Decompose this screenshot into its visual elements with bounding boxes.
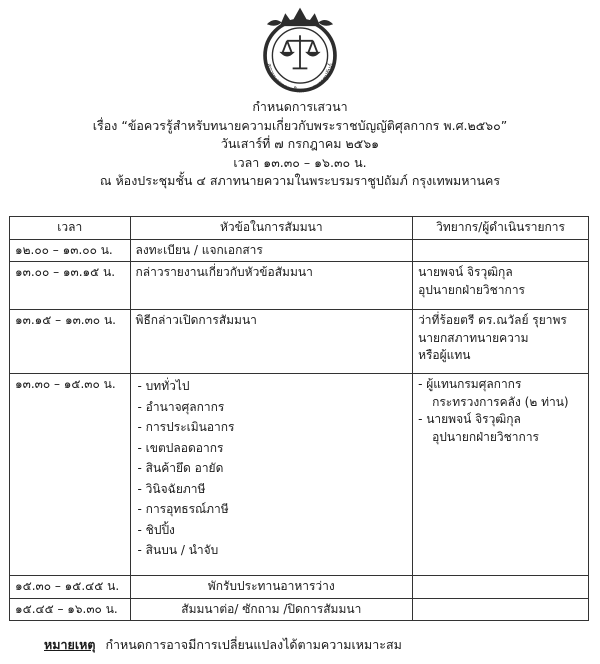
scales-of-justice-icon xyxy=(282,35,319,68)
list-item: - สินค้ายึด อายัด xyxy=(137,461,224,475)
col-header-speaker: วิทยากร/ผู้ดำเนินรายการ xyxy=(413,217,589,240)
list-item: - สินบน / นำจับ xyxy=(137,543,219,557)
event-venue: ณ ห้องประชุมชั้น ๔ สภาทนายความในพระบรมราชูปถัมภ์ กรุงเทพมหานคร xyxy=(99,173,501,189)
cell-speaker xyxy=(413,598,589,621)
col-header-time: เวลา xyxy=(10,217,131,240)
cell-speaker xyxy=(413,239,589,262)
list-item: - เขตปลอดอากร xyxy=(137,440,224,455)
table-row xyxy=(10,262,589,310)
speaker-alternate: หรือผู้แทน xyxy=(418,348,471,362)
cell-topic: พิธีกล่าวเปิดการสัมมนา xyxy=(130,310,413,374)
col-header-topic: หัวข้อในการสัมมนา xyxy=(130,217,413,240)
topic-list xyxy=(136,376,408,561)
event-title: เรื่อง “ข้อควรรู้สำหรับทนายความเกี่ยวกับพระราชบัญญัติศุลกากร พ.ศ.๒๕๖๐” xyxy=(92,117,508,133)
speaker-name: ว่าที่ร้อยตรี ดร.ณวัลย์ รุยาพร xyxy=(418,313,567,327)
table-row xyxy=(10,239,589,262)
speaker-position: อุปนายกฝ่ายวิชาการ xyxy=(418,282,525,297)
cell-speaker xyxy=(413,262,589,310)
cell-time: ๑๒.๐๐ – ๑๓.๐๐ น. xyxy=(10,239,131,262)
table-header-row xyxy=(10,217,589,240)
event-header xyxy=(0,98,600,191)
cell-speaker xyxy=(413,310,589,374)
footnote-label: หมายเหตุ xyxy=(44,637,96,652)
cell-topic: กล่าวรายงานเกี่ยวกับหัวข้อสัมมนา xyxy=(130,262,413,310)
table-row xyxy=(10,576,589,599)
cell-topic xyxy=(130,374,413,576)
speaker-name: นายพจน์ จิรวุฒิกุล xyxy=(418,265,513,279)
cell-topic: สัมมนาต่อ/ ซักถาม /ปิดการสัมมนา xyxy=(130,598,413,621)
cell-time: ๑๓.๑๕ – ๑๓.๓๐ น. xyxy=(10,310,131,374)
cell-speaker xyxy=(413,576,589,599)
list-item: - ชิปปิ้ง xyxy=(137,522,175,537)
list-item: - บททั่วไป xyxy=(137,379,190,393)
footnote-text: กำหนดการอาจมีการเปลี่ยนแปลงได้ตามความเหมาะสม xyxy=(105,637,402,652)
list-item: - การอุทธรณ์ภาษี xyxy=(137,502,229,516)
list-item: - วินิจฉัยภาษี xyxy=(137,481,206,496)
cell-time: ๑๓.๓๐ – ๑๕.๓๐ น. xyxy=(10,374,131,576)
lawyers-council-logo xyxy=(254,4,346,96)
cell-time: ๑๓.๐๐ – ๑๓.๑๕ น. xyxy=(10,262,131,310)
speaker-position: อุปนายกฝ่ายวิชาการ xyxy=(432,429,539,444)
speaker-name: - ผู้แทนกรมศุลกากร xyxy=(418,377,522,391)
schedule-table xyxy=(9,216,589,621)
speaker-name: - นายพจน์ จิรวุฒิกุล xyxy=(418,412,521,426)
table-row xyxy=(10,374,589,576)
cell-topic: ลงทะเบียน / แจกเอกสาร xyxy=(130,239,413,262)
event-time: เวลา ๑๓.๓๐ – ๑๖.๓๐ น. xyxy=(233,154,367,170)
speaker-position: กระทรวงการคลัง (๒ ท่าน) xyxy=(432,394,569,409)
event-date: วันเสาร์ที่ ๗ กรกฎาคม ๒๕๖๑ xyxy=(220,136,380,152)
event-type: กำหนดการเสวนา xyxy=(252,99,348,114)
speaker-position: นายกสภาทนายความ xyxy=(418,330,529,345)
cell-speaker xyxy=(413,374,589,576)
footnote xyxy=(44,635,402,655)
list-item: - การประเมินอากร xyxy=(137,420,235,434)
cell-topic: พักรับประทานอาหารว่าง xyxy=(130,576,413,599)
cell-time: ๑๕.๓๐ – ๑๕.๔๕ น. xyxy=(10,576,131,599)
list-item: - อำนาจศุลกากร xyxy=(137,399,225,414)
cell-time: ๑๕.๔๕ – ๑๖.๓๐ น. xyxy=(10,598,131,621)
table-row xyxy=(10,598,589,621)
svg-text:สภาทนายความในพระบรมราชูปถัมภ์: สภาทนายความในพระบรมราชูปถัมภ์ xyxy=(265,62,335,95)
table-row xyxy=(10,310,589,374)
